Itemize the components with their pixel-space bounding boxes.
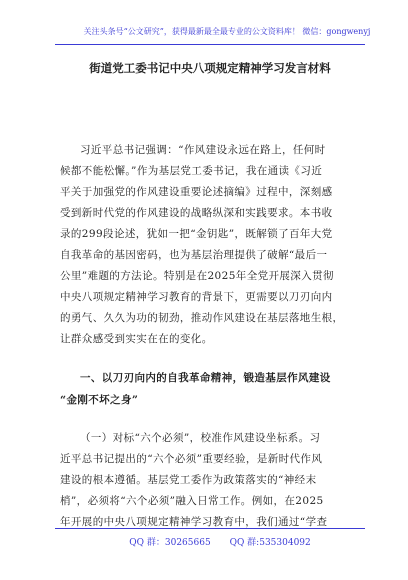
paragraph-line: 受到新时代党的作风建设的战略纵深和实践要求。本书收 <box>60 207 333 219</box>
paragraph-line: （一）对标“六个必须”，校准作风建设坐标系。习 <box>80 432 321 444</box>
heading-line: “金刚不坏之身” <box>60 394 139 406</box>
paragraph-line: 建设的根本遵循。基层党工委作为政策落实的“神经末 <box>60 474 317 486</box>
header-banner: 关注头条号“公文研究”，获得最新最全最专业的公文资料库！ 微信：gongwenyj <box>83 27 371 36</box>
paragraph-line: 梢”，必须将“六个必须”融入日常工作。例如，在2025 <box>60 495 324 507</box>
paragraph-line: 中央八项规定精神学习教育的背景下，更需要以刀刃向内 <box>60 291 333 303</box>
paragraph-line: 自我革命的基因密码，也为基层治理提供了破解“最后一 <box>60 249 328 261</box>
footer-qq-group-2: QQ 群:535304092 <box>229 538 311 548</box>
paragraph-line: 平关于加强党的作风建设重要论述摘编》过程中，深刻感 <box>60 186 333 198</box>
paragraph-line: 近平总书记提出的“六个必须”重要经验，是新时代作风 <box>60 453 323 465</box>
header-rule <box>55 44 365 45</box>
heading-line: 一、以刀刃向内的自我革命精神，锻造基层作风建设 <box>80 372 331 384</box>
document-title: 街道党工委书记中央八项规定精神学习发言材料 <box>89 61 331 75</box>
paragraph-line: 录的299段论述，犹如一把“金钥匙”，既解锁了百年大党 <box>60 228 333 240</box>
footer-rule <box>55 528 365 529</box>
paragraph-line: 让群众感受到实实在在的变化。 <box>60 333 213 345</box>
footer <box>120 535 320 548</box>
paragraph-line: 公里”难题的方法论。特别是在2025年全党开展深入贯彻 <box>60 270 334 282</box>
paragraph-line: 候都不能松懈。”作为基层党工委书记，我在通读《习近 <box>60 165 323 177</box>
paragraph-line: 的勇气、久久为功的韧劲，推动作风建设在基层落地生根， <box>60 312 344 324</box>
paragraph-line: 年开展的中央八项规定精神学习教育中，我们通过“学查 <box>60 516 328 528</box>
paragraph-line: 习近平总书记强调：“作风建设永远在路上，任何时 <box>80 144 326 156</box>
footer-qq-group-1: QQ 群：30265665 <box>129 538 211 548</box>
